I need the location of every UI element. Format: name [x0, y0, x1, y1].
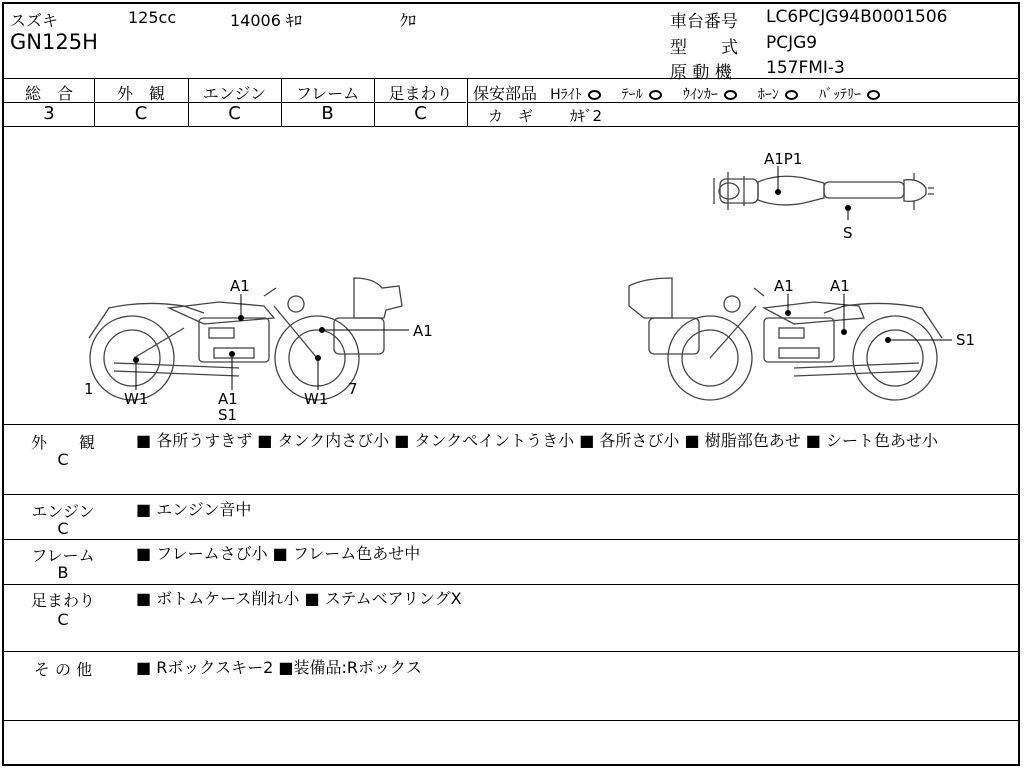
label-1: 1 [84, 380, 94, 398]
label-w1-left: W1 [124, 390, 149, 408]
model-name: GN125H [10, 30, 98, 54]
divider [4, 720, 1018, 721]
displacement: 125cc [128, 8, 177, 27]
grade-value-exterior: C [134, 103, 148, 124]
grade-label-engine: エンジン [202, 84, 267, 103]
motorcycle-right-view [629, 278, 942, 400]
divider [4, 584, 1018, 585]
safety-parts [473, 81, 880, 104]
safety-item-headlight: Hﾗｲﾄ [550, 87, 601, 103]
label-a1-left-box: A1 [413, 322, 433, 340]
grade-label-overall: 総 合 [24, 84, 73, 103]
damage-diagram [4, 128, 1018, 424]
grade-value-frame: B [321, 103, 334, 124]
label-w1-right: W1 [304, 390, 329, 408]
key-value: ｶｷﾞ2 [570, 107, 603, 125]
vin-value: LC6PCJG94B0001506 [766, 7, 948, 27]
label-a1-left-top: A1 [230, 277, 250, 295]
mileage: 14006 ｷﾛ [230, 11, 302, 30]
grade-value-overall: 3 [43, 103, 55, 124]
divider [4, 126, 1018, 127]
ok-circle-icon [867, 90, 880, 100]
engine-value: 157FMI-3 [766, 58, 845, 78]
label-a1-right-2: A1 [830, 277, 850, 295]
grade-label-frame: フレーム [295, 84, 360, 103]
label-a1-left-bottom: A1 [218, 390, 238, 408]
grade-value-suspension: C [414, 103, 427, 124]
label-s1-left-bottom: S1 [218, 406, 238, 424]
label-a1-right-1: A1 [774, 277, 794, 295]
safety-title: 保安部品 [473, 84, 538, 103]
ok-circle-icon [588, 90, 601, 100]
type-value: PCJG9 [766, 33, 818, 53]
label-a1p1: A1P1 [764, 150, 803, 168]
label-s-top: S [843, 224, 853, 242]
vin-label: 車台番号 [670, 12, 738, 32]
ok-circle-icon [785, 90, 798, 100]
color: ｸﾛ [400, 11, 417, 30]
label-s1-right: S1 [956, 331, 976, 349]
engine-label: 原 動 機 [670, 63, 732, 83]
label-7: 7 [348, 380, 358, 398]
grade-value-engine: C [228, 103, 241, 124]
safety-item-horn: ﾎｰﾝ [758, 87, 798, 103]
motorcycle-top-view [714, 172, 934, 210]
divider [4, 424, 1018, 425]
ok-circle-icon [724, 90, 737, 100]
divider [4, 651, 1018, 652]
maker: スズキ [10, 11, 59, 30]
inspection-sheet: スズキ 125cc 14006 ｷﾛ ｸﾛ GN125H 車台番号 LC6PCJG94B0001506 型 式 PCJG9 原 動 機 157FMI-3 総 合 3 外 観 C エンジン C フレーム B 足まわり C 保安部品 Hﾗｲﾄ ﾃｰﾙ ｳｲﾝｶｰ ﾎｰﾝ ﾊﾞｯﾃﾘｰ カ ギ ｶｷﾞ2 A1P1 S A1 A1 1 W1 A1 S1 W1 7 A1 A1 S1 外 観 C ■ 各所うすきず ■ タンク内さび小 ■ タンクペイントうき小 ■ 各所さび小 ■ 樹脂部色あせ ■ シート色あせ小 エンジン C ■ エンジン音中 フレーム B ■ フレームさび小 ■ フレーム色あせ中 足まわり C ■ ボトムケース削れ小 ■ ステムベアリングX そ の 他 ■ Rボックスキー2 ■装備品:Rボックス [2, 2, 1020, 766]
divider [4, 539, 1018, 540]
safety-item-winker: ｳｲﾝｶｰ [683, 87, 737, 103]
type-label: 型 式 [670, 38, 738, 58]
divider [4, 494, 1018, 495]
key-label: カ ギ [488, 107, 534, 125]
ok-circle-icon [649, 90, 662, 100]
grade-label-suspension: 足まわり [388, 84, 453, 103]
safety-item-battery: ﾊﾞｯﾃﾘｰ [819, 87, 880, 103]
grade-label-exterior: 外 観 [116, 84, 165, 103]
divider [4, 78, 1018, 79]
safety-item-tail: ﾃｰﾙ [622, 87, 662, 103]
